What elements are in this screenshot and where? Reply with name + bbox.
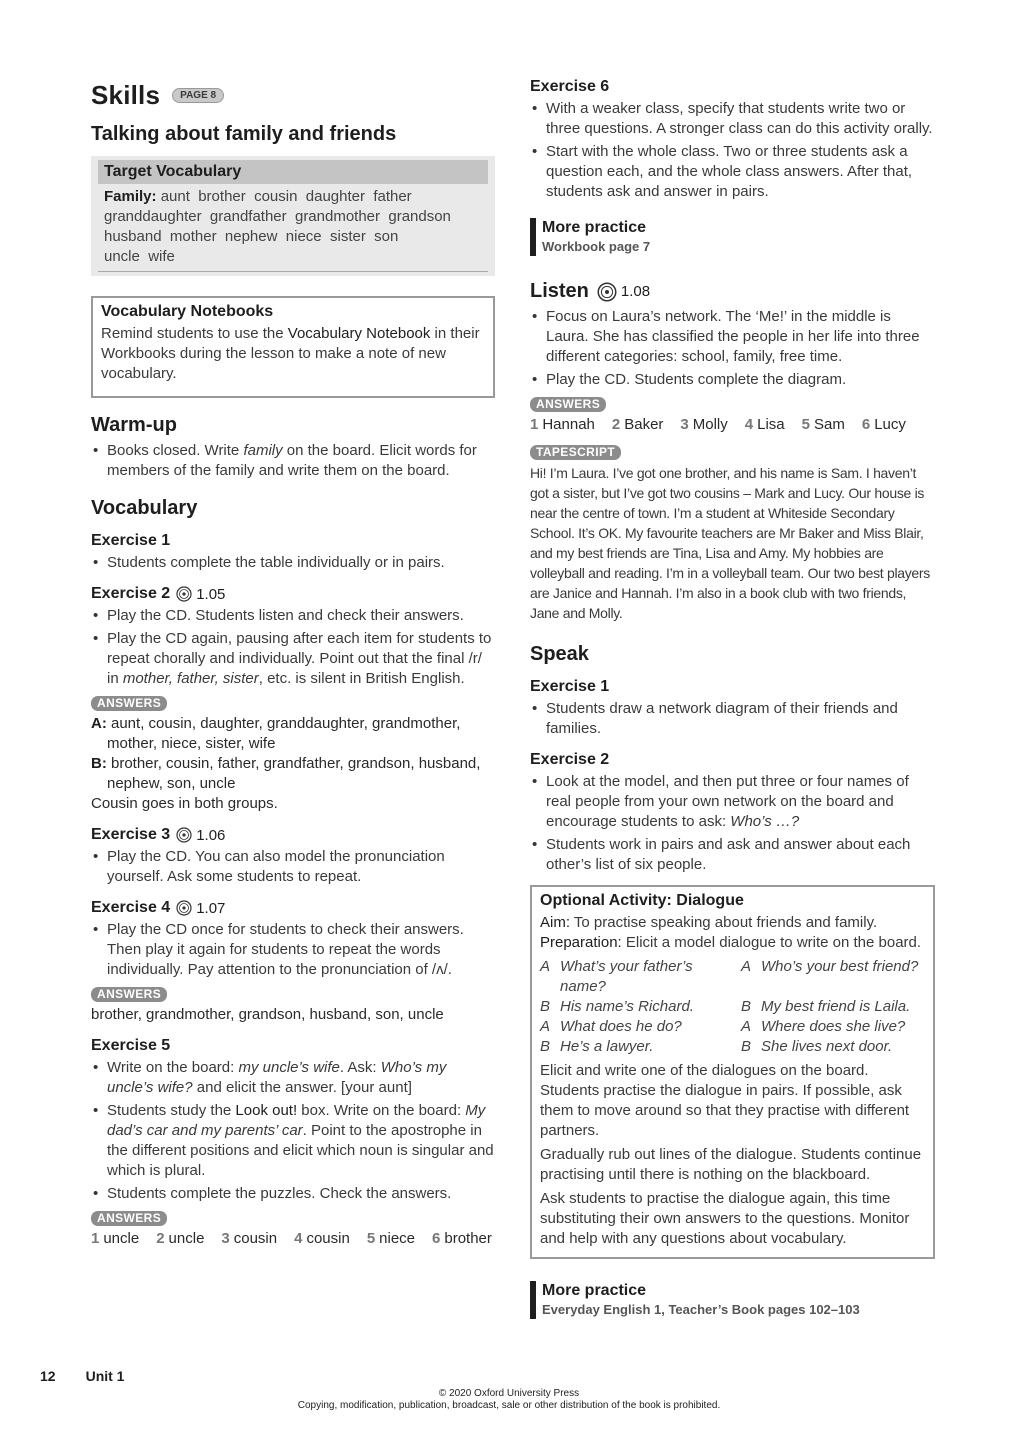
exercise-5-title: Exercise 5 — [91, 1037, 171, 1054]
preparation-label: Preparation: — [540, 934, 622, 951]
answer-number: 3 — [680, 416, 689, 433]
optional-activity-title: Optional Activity: Dialogue — [540, 892, 744, 909]
family-label: Family: — [104, 188, 157, 205]
vocabulary-notebooks-title: Vocabulary Notebooks — [101, 303, 274, 320]
more-practice-everyday-english — [530, 1281, 935, 1319]
ex5-b2-italic: My dad’s car and my parents’ car — [107, 1102, 486, 1139]
speaker: B — [741, 1038, 752, 1055]
answer-word: Lucy — [874, 416, 906, 433]
page-footer — [40, 1368, 124, 1384]
exercise-5-answers — [91, 1229, 495, 1249]
more-practice-reference: Everyday English 1, Teacher’s Book pages 102–103 — [542, 1302, 860, 1317]
dialogue-text: He’s a lawyer. — [560, 1038, 654, 1055]
vocab-line-4: uncle wife — [104, 248, 175, 265]
speak-ex2-b1-italic: Who’s …? — [730, 813, 800, 830]
answer-word: cousin — [306, 1230, 350, 1247]
page-number: 12 — [40, 1368, 56, 1384]
answer-number: 2 — [156, 1230, 165, 1247]
answer-number: 4 — [294, 1230, 303, 1247]
answer-number: 2 — [611, 416, 621, 433]
exercise-3-title: Exercise 3 — [91, 826, 171, 843]
listen-bullet-2: • Play the CD. Students complete the diagram. — [530, 370, 935, 390]
dialogue-line — [540, 997, 741, 1017]
dialogue-line — [741, 997, 925, 1017]
answer-item — [367, 1229, 415, 1249]
speak-exercise-2 — [530, 751, 935, 875]
answer-item — [612, 415, 664, 435]
speak-section — [530, 643, 935, 875]
speak-exercise-1 — [530, 678, 935, 739]
answer-item — [91, 1229, 139, 1249]
track-number: 1.08 — [620, 283, 651, 300]
exercise-2-title: Exercise 2 — [91, 585, 171, 602]
ex5-b2-highlight: Look out! — [235, 1102, 298, 1119]
copyright-line: © 2020 Oxford University Press — [438, 1388, 580, 1399]
optional-paragraph-3: Ask students to practise the dialogue again, this time substituting their own answers to the questions. Monitor and help with any questions about vocabulary. — [540, 1190, 910, 1247]
exercise-4-title: Exercise 4 — [91, 899, 171, 916]
answer-item — [530, 415, 595, 435]
exercise-1-title: Exercise 1 — [91, 532, 171, 549]
answer-number: 3 — [221, 1230, 230, 1247]
answer-item — [802, 415, 845, 435]
warmup-title: Warm-up — [91, 414, 177, 436]
exercise-5-bullet-2 — [91, 1101, 495, 1181]
cd-icon — [176, 586, 192, 602]
dialogue-line — [741, 1017, 925, 1037]
tapescript-text: Hi! I’m Laura. I’ve got one brother, and his name is Sam. I haven’t got a sister, but I’ve got two cousins – Mark and Lucy. Our house is near the centre of town. I’m a student at Whiteside Secondary School. It’s OK. My favourite teachers are Mr Baker and Miss Blair, and my best friends are Tina, Lisa and Amy. My hobbies are volleyball and reading. I’m in a volleyball team. Our two best players are Janice and Hannah. I’m also in a book club with two friends, Jane and Molly. — [530, 465, 930, 621]
audio-track — [176, 586, 225, 603]
ex2-b2-italic: mother, father, sister — [122, 670, 259, 687]
speaker: B — [741, 998, 752, 1015]
ex5-b1-pre: Write on the board: — [107, 1059, 239, 1076]
warmup-section — [91, 414, 495, 481]
speaker: A — [741, 958, 752, 975]
vocab-line-1: aunt brother cousin daughter father — [160, 188, 412, 205]
exercise-6-bullet-1: • With a weaker class, specify that students write two or three questions. A stronger class can do this activity orally. — [530, 99, 935, 139]
speaker: B — [540, 1038, 551, 1055]
answer-number: 1 — [530, 416, 539, 433]
speaker: B — [540, 998, 551, 1015]
vocab-line-3: husband mother nephew niece sister son — [104, 228, 399, 245]
speaker: A — [540, 1018, 551, 1035]
ex5-b1-italic-1: my uncle’s wife — [238, 1059, 340, 1076]
dialogue-line — [540, 1017, 741, 1037]
answer-word: niece — [379, 1230, 416, 1247]
speaker: A — [741, 1018, 752, 1035]
answer-b — [91, 754, 495, 794]
more-practice-reference: Workbook page 7 — [542, 239, 651, 254]
answer-number: 1 — [91, 1230, 100, 1247]
exercise-6-title: Exercise 6 — [530, 78, 610, 95]
ex2-b2-pre: Play the CD again, pausing after each item for students to repeat chorally and individually. Point out that the final /r/ in — [107, 630, 492, 687]
answer-item — [862, 415, 906, 435]
ex5-b2-post: . Point to the apostrophe in the different positions and elicit which noun is singular and which is plural. — [107, 1122, 494, 1179]
listen-section — [530, 280, 935, 623]
track-number: 1.05 — [196, 585, 226, 603]
speak-exercise-1-title: Exercise 1 — [530, 678, 610, 695]
exercise-5 — [91, 1037, 495, 1249]
speaker: A — [540, 958, 551, 975]
ex5-b2-mid: box. Write on the board: — [297, 1102, 466, 1119]
speak-exercise-2-bullet-1 — [530, 772, 935, 832]
exercise-5-bullet-3: • Students complete the puzzles. Check the answers. — [91, 1184, 495, 1204]
answer-note: Cousin goes in both groups. — [91, 795, 278, 812]
answer-a — [91, 714, 495, 754]
listen-heading — [530, 280, 935, 303]
exercise-4-answers: brother, grandmother, grandson, husband, son, uncle — [91, 1006, 444, 1023]
more-practice-workbook — [530, 218, 935, 256]
exercise-2-heading — [91, 585, 495, 603]
answers-badge: ANSWERS — [91, 1211, 167, 1226]
ex5-b1-italic-2: Who’s my uncle’s wife? — [107, 1059, 447, 1096]
cd-icon — [597, 282, 617, 302]
exercise-5-bullet-1 — [91, 1058, 495, 1098]
preparation-text: Elicit a model dialogue to write on the board. — [621, 934, 922, 951]
dialogue-text: Who’s your best friend? — [761, 958, 919, 975]
listen-answers — [530, 415, 935, 435]
dialogue-text: His name’s Richard. — [560, 998, 694, 1015]
left-column — [91, 78, 495, 1261]
exercise-6 — [530, 78, 935, 202]
dialogue-text: What does he do? — [560, 1018, 682, 1035]
target-vocabulary-title: Target Vocabulary — [98, 160, 488, 184]
copyright-notice — [0, 1388, 1018, 1412]
answer-word: uncle — [168, 1230, 205, 1247]
page-reference-badge: PAGE 8 — [172, 88, 224, 103]
warmup-pre: Books closed. Write — [107, 442, 244, 459]
optional-paragraph-2: Gradually rub out lines of the dialogue. Students continue practising until there is nothing on the blackboard. — [540, 1146, 922, 1183]
answers-badge: ANSWERS — [530, 397, 606, 412]
answer-number: 6 — [432, 1230, 441, 1247]
lesson-heading: Talking about family and friends — [91, 123, 397, 145]
exercise-4 — [91, 899, 495, 1025]
audio-track — [597, 282, 650, 302]
answer-word: Sam — [814, 416, 845, 433]
answer-word: uncle — [103, 1230, 140, 1247]
audio-track — [176, 900, 225, 917]
cd-icon — [176, 827, 192, 843]
answer-word: Hannah — [542, 416, 595, 433]
answer-number: 4 — [744, 416, 754, 433]
optional-paragraph-1: Elicit and write one of the dialogues on the board. Students practise the dialogue in pairs. If possible, ask them to move around so that they practise with different partners. — [540, 1062, 910, 1139]
dialogue-text: What’s your father’s name? — [560, 958, 693, 995]
notebooks-text-post: in their Workbooks during the lesson to make a note of new vocabulary. — [101, 325, 480, 382]
cd-icon — [176, 900, 192, 916]
skills-header — [91, 80, 495, 111]
answer-item — [294, 1229, 350, 1249]
answer-word: cousin — [233, 1230, 278, 1247]
listen-bullet-1: • Focus on Laura’s network. The ‘Me!’ in the middle is Laura. She has classified the people in her life into three different categories: school, family, free time. — [530, 307, 935, 367]
exercise-3 — [91, 826, 495, 887]
ex5-b1-post: and elicit the answer. [your aunt] — [192, 1079, 412, 1096]
more-practice-title: More practice — [542, 219, 647, 236]
answer-number: 5 — [366, 1230, 376, 1247]
model-dialogues — [540, 957, 925, 1057]
exercise-6-bullet-2: • Start with the whole class. Two or three students ask a question each, and the whole class answers. After that, students ask and answer in pairs. — [530, 142, 935, 202]
answer-b-text: brother, cousin, father, grandfather, grandson, husband, nephew, son, uncle — [106, 755, 481, 792]
speak-title: Speak — [530, 643, 589, 665]
exercise-4-heading — [91, 899, 495, 917]
answer-word: Molly — [692, 416, 728, 433]
dialogue-line — [540, 957, 741, 997]
warmup-post: on the board. Elicit words for members of the family and write them on the board. — [107, 442, 477, 479]
exercise-2-answers — [91, 714, 495, 814]
speak-exercise-1-bullet: • Students draw a network diagram of their friends and families. — [530, 699, 935, 739]
right-column — [530, 78, 935, 1343]
ex2-b2-post: , etc. is silent in British English. — [258, 670, 465, 687]
optional-preparation — [540, 933, 925, 953]
exercise-1-bullet: • Students complete the table individually or in pairs. — [91, 553, 495, 573]
answer-number: 5 — [801, 416, 810, 433]
speak-ex2-b1-pre: Look at the model, and then put three or four names of real people from your own network on the board and encourage students to ask: — [546, 773, 909, 830]
answer-b-label: B: — [91, 755, 107, 772]
notebooks-highlight: Vocabulary Notebook — [287, 325, 431, 342]
speak-exercise-2-title: Exercise 2 — [530, 751, 610, 768]
ex5-b1-mid: . Ask: — [339, 1059, 381, 1076]
tapescript-badge: TAPESCRIPT — [530, 445, 621, 460]
target-vocabulary-list — [98, 187, 488, 272]
warmup-italic: family — [243, 442, 283, 459]
optional-activity-box — [530, 885, 935, 1259]
answer-word: Lisa — [757, 416, 785, 433]
exercise-4-bullet: • Play the CD once for students to check their answers. Then play it again for students to repeat the words individually. Pay attention to the pronunciation of /ʌ/. — [91, 920, 495, 980]
aim-label: Aim: — [540, 914, 570, 931]
listen-title: Listen — [530, 280, 589, 302]
audio-track — [176, 827, 225, 844]
exercise-2-bullet-2 — [91, 629, 495, 689]
answer-item — [156, 1229, 204, 1249]
dialogue-text: Where does she live? — [761, 1018, 906, 1035]
dialogue-line — [540, 1037, 741, 1057]
distribution-notice: Copying, modification, publication, broadcast, sale or other distribution of the book is prohibited. — [297, 1400, 721, 1411]
answer-item — [745, 415, 785, 435]
track-number: 1.06 — [196, 826, 226, 844]
more-practice-title: More practice — [542, 1282, 647, 1299]
exercise-2-bullet-1: • Play the CD. Students listen and check their answers. — [91, 606, 495, 626]
answers-badge: ANSWERS — [91, 696, 167, 711]
answer-a-text: aunt, cousin, daughter, granddaughter, grandmother, mother, niece, sister, wife — [106, 715, 461, 752]
unit-label: Unit 1 — [85, 1368, 125, 1384]
exercise-2 — [91, 585, 495, 814]
speak-exercise-2-bullet-2: • Students work in pairs and ask and answer about each other’s list of six people. — [530, 835, 935, 875]
answer-a-label: A: — [91, 715, 107, 732]
skills-title: Skills — [91, 80, 161, 110]
answer-item — [221, 1229, 277, 1249]
exercise-3-heading — [91, 826, 495, 844]
target-vocabulary-box — [91, 156, 495, 276]
exercise-1 — [91, 532, 495, 573]
vocabulary-notebooks-box — [91, 296, 495, 398]
dialogue-text: My best friend is Laila. — [761, 998, 911, 1015]
answers-badge: ANSWERS — [91, 987, 167, 1002]
answer-item — [680, 415, 727, 435]
vocabulary-notebooks-text — [101, 324, 485, 384]
warmup-bullet — [91, 441, 495, 481]
answer-item — [432, 1229, 492, 1249]
exercise-3-bullet: • Play the CD. You can also model the pronunciation yourself. Ask some students to repeat. — [91, 847, 495, 887]
aim-text: To practise speaking about friends and family. — [570, 914, 878, 931]
dialogue-line — [741, 957, 925, 997]
ex5-b2-pre: Students study the — [107, 1102, 236, 1119]
track-number: 1.07 — [196, 899, 226, 917]
answer-word: Baker — [624, 416, 664, 433]
vocabulary-title: Vocabulary — [91, 497, 198, 519]
optional-aim — [540, 913, 925, 933]
answer-word: brother — [444, 1230, 492, 1247]
dialogue-text: She lives next door. — [761, 1038, 893, 1055]
dialogue-line — [741, 1037, 925, 1057]
vocab-line-2: granddaughter grandfather grandmother grandson — [104, 208, 451, 225]
notebooks-text-pre: Remind students to use the — [101, 325, 288, 342]
answer-number: 6 — [861, 416, 871, 433]
